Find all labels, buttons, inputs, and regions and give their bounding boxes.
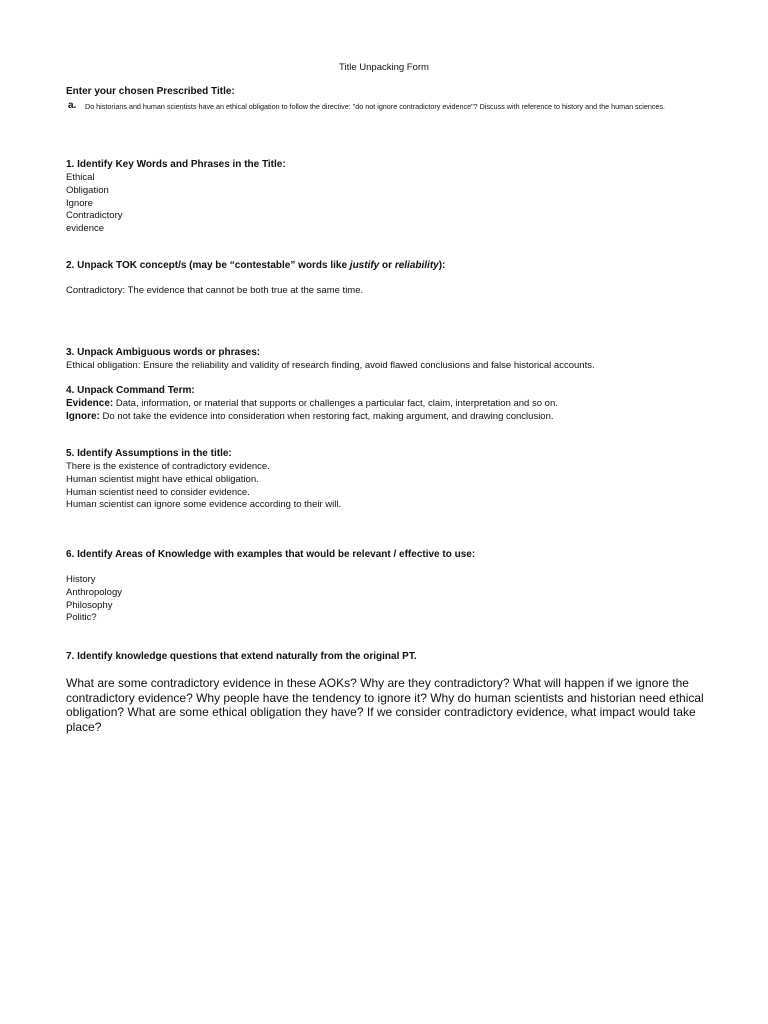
- prescribed-title-marker: a.: [68, 100, 77, 111]
- knowledge-questions-text: What are some contradictory evidence in these AOKs? Why are they contradictory? What will happen if we ignore the contradictory evidence? Why people have the tendency to ignore it? Why do human scientists and historian need ethical obligation? What are some ethical obligation they have? If we consider contradictory evidence, what impact would take place?: [66, 676, 704, 734]
- section-2-heading-justify: justify: [349, 260, 380, 271]
- section-1-heading: 1. Identify Key Words and Phrases in the Title:: [66, 159, 286, 170]
- keyword-item: evidence: [66, 223, 105, 235]
- assumption-item: Human scientist can ignore some evidence according to their will.: [66, 499, 342, 511]
- section-5-list: [66, 461, 341, 512]
- evidence-definition: [66, 398, 558, 411]
- section-3-text: Ethical obligation: Ensure the reliability and validity of research finding, avoid flawed conclusions and false historical accounts.: [66, 360, 595, 371]
- keyword-item: Ignore: [66, 197, 93, 209]
- form-title: Title Unpacking Form: [339, 62, 429, 73]
- assumption-item: There is the existence of contradictory evidence.: [66, 461, 270, 472]
- section-2-heading-prefix: 2. Unpack TOK concept/s (may be “contestable” words like: [66, 260, 350, 271]
- section-5-heading: 5. Identify Assumptions in the title:: [66, 448, 232, 459]
- keyword-item: Contradictory: [66, 210, 123, 222]
- section-3-heading: 3. Unpack Ambiguous words or phrases:: [66, 347, 261, 358]
- evidence-text: Data, information, or material that supports or challenges a particular fact, claim, interpretation and so on.: [113, 398, 558, 409]
- aok-item: History: [66, 574, 96, 585]
- section-2-heading-reliability: reliability: [394, 260, 439, 271]
- section-6-list: [66, 574, 122, 625]
- section-1-list: [66, 172, 123, 236]
- evidence-label: Evidence:: [66, 398, 114, 409]
- section-4-heading: 4. Unpack Command Term:: [66, 385, 195, 396]
- assumption-item: Human scientist need to consider evidence.: [66, 486, 250, 498]
- aok-item: Philosophy: [66, 599, 113, 611]
- section-2-text: Contradictory: The evidence that cannot be both true at the same time.: [66, 285, 364, 296]
- aok-item: Anthropology: [66, 586, 122, 598]
- keyword-item: Obligation: [66, 184, 109, 196]
- section-2-heading: [66, 260, 445, 271]
- assumption-item: Human scientist might have ethical obligation.: [66, 473, 259, 485]
- section-2-heading-suffix: ):: [438, 260, 446, 271]
- section-7-heading: 7. Identify knowledge questions that extend naturally from the original PT.: [66, 651, 417, 662]
- section-6-heading: 6. Identify Areas of Knowledge with examples that would be relevant / effective to use:: [66, 549, 476, 560]
- prescribed-title-text: Do historians and human scientists have an ethical obligation to follow the directive: "do not ignore contradictory evidence"? Discuss with reference to history and the human sciences.: [85, 102, 666, 111]
- keyword-item: Ethical: [66, 172, 95, 183]
- aok-item: Politic?: [66, 612, 97, 624]
- ignore-text: Do not take the evidence into consideration when restoring fact, making argument, and drawing conclusion.: [99, 411, 554, 422]
- prescribed-title-prompt: Enter your chosen Prescribed Title:: [66, 86, 235, 97]
- ignore-label: Ignore:: [66, 411, 100, 422]
- ignore-definition: [66, 411, 554, 424]
- section-2-heading-mid: or: [379, 260, 395, 271]
